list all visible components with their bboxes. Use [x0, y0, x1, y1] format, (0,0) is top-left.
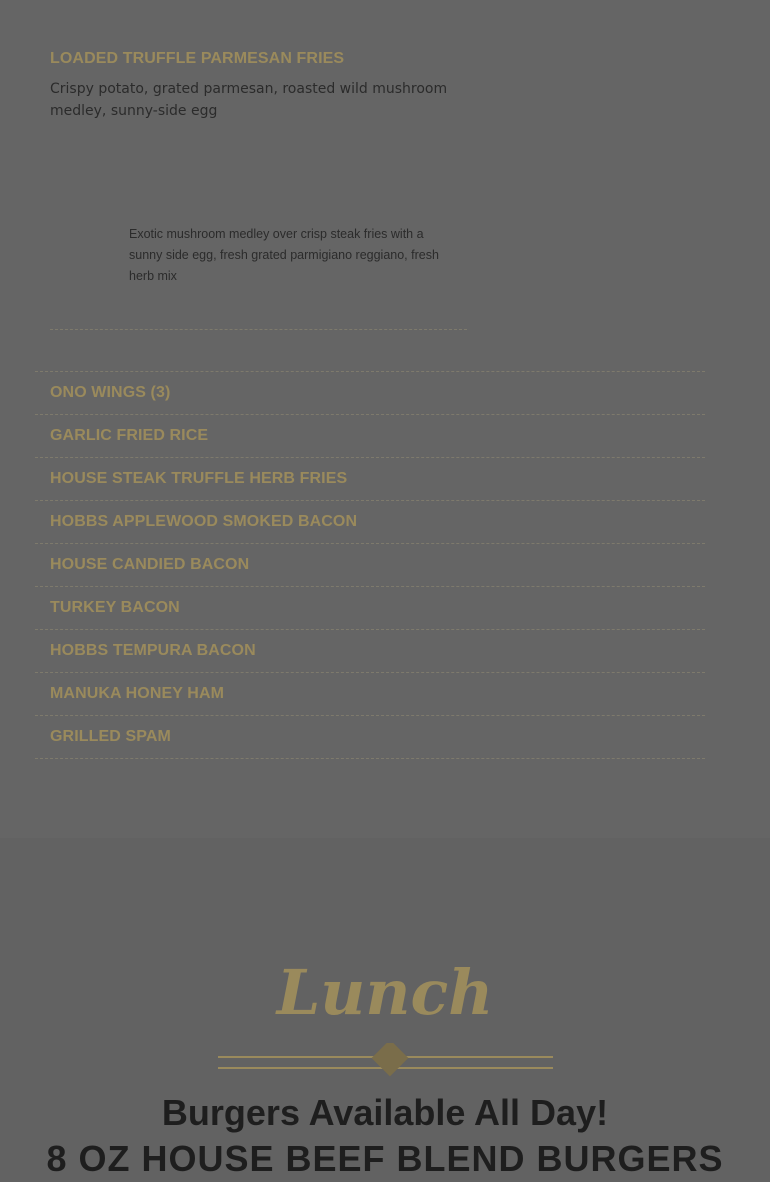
- menu-item-title: LOADED TRUFFLE PARMESAN FRIES: [50, 50, 345, 67]
- menu-item-note: Exotic mushroom medley over crisp steak fries with a sunny side egg, fresh grated parmigiano reggiano, fresh herb mix: [129, 227, 439, 283]
- dashed-divider: [50, 329, 467, 330]
- ornament-divider-icon: [218, 1043, 553, 1085]
- section-subtitle: Burgers Available All Day!: [161, 1092, 609, 1133]
- list-item: HOBBS APPLEWOOD SMOKED BACON: [35, 501, 705, 544]
- list-item: GRILLED SPAM: [35, 716, 705, 759]
- menu-item-description: Crispy potato, grated parmesan, roasted wild mushroom medley, sunny-side egg: [50, 81, 448, 119]
- list-item: HOUSE STEAK TRUFFLE HERB FRIES: [35, 458, 705, 501]
- sides-list: [35, 371, 705, 759]
- section-subtitle-secondary: 8 OZ HOUSE BEEF BLEND BURGERS: [46, 1138, 724, 1179]
- list-item: MANUKA HONEY HAM: [35, 673, 705, 716]
- list-item: ONO WINGS (3): [35, 372, 705, 415]
- list-item: GARLIC FRIED RICE: [35, 415, 705, 458]
- list-item: TURKEY BACON: [35, 587, 705, 630]
- list-item: HOUSE CANDIED BACON: [35, 544, 705, 587]
- section-heading: Lunch: [276, 956, 494, 1029]
- list-item: HOBBS TEMPURA BACON: [35, 630, 705, 673]
